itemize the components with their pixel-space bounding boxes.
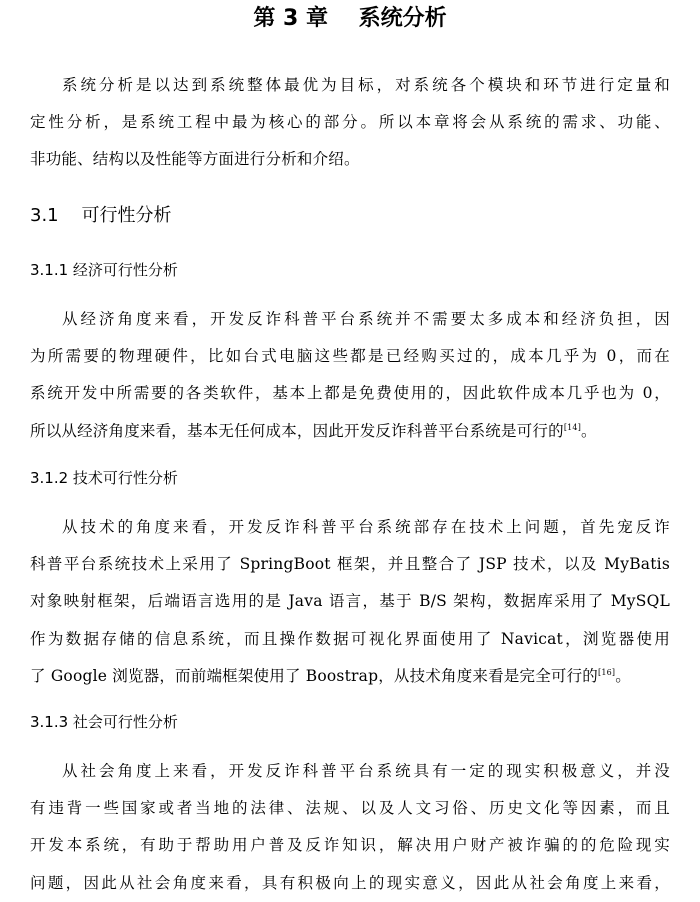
chapter-title: 第 3 章 系统分析 bbox=[253, 6, 447, 31]
paragraph-line bbox=[30, 413, 670, 450]
section-heading-3-1-1: 3.1.1 经济可行性分析 bbox=[30, 261, 178, 279]
paragraph-line bbox=[30, 658, 670, 695]
paragraph-line: 从社会角度上来看，开发反诈科普平台系统具有一定的现实积极意义，并没 bbox=[62, 762, 670, 780]
section-heading-3-1-3: 3.1.3 社会可行性分析 bbox=[30, 713, 178, 731]
paragraph-line: 有违背一些国家或者当地的法律、法规、以及人文习俗、历史文化等因素，而且 bbox=[30, 799, 670, 818]
paragraph-text: 了 Google 浏览器，而前端框架使用了 Boostrap，从技术角度来看是完全可行的 bbox=[30, 666, 598, 685]
paragraph-line: 对象映射框架，后端语言选用的是 Java 语言，基于 B/S 架构，数据库采用了 MySQL bbox=[30, 592, 670, 611]
paragraph-line: 科普平台系统技术上采用了 SpringBoot 框架，并且整合了 JSP 技术，以及 MyBatis bbox=[30, 555, 670, 574]
section-heading-3-1: 3.1 可行性分析 bbox=[30, 205, 172, 226]
paragraph-line: 从技术的角度来看，开发反诈科普平台系统部存在技术上问题，首先宠反诈 bbox=[62, 518, 670, 536]
social-feasibility-paragraph bbox=[30, 753, 670, 902]
paragraph-line: 问题，因此从社会角度来看，具有积极向上的现实意义，因此从社会角度上来看， bbox=[30, 873, 670, 892]
paragraph-line: 系统开发中所需要的各类软件，基本上都是免费使用的，因此软件成本几乎也为 0， bbox=[30, 384, 670, 403]
citation-marker: [16] bbox=[598, 667, 616, 677]
paragraph-line: 开发本系统，有助于帮助用户普及反诈知识，解决用户财产被诈骗的的危险现实 bbox=[30, 836, 670, 855]
economic-feasibility-paragraph bbox=[30, 301, 670, 450]
paragraph-line: 为所需要的物理硬件，比如台式电脑这些都是已经购买过的，成本几乎为 0，而在 bbox=[30, 347, 670, 366]
sentence-end: 。 bbox=[581, 421, 597, 440]
paragraph-text: 所以从经济角度来看，基本无任何成本，因此开发反诈科普平台系统是可行的 bbox=[30, 421, 564, 440]
intro-paragraph bbox=[30, 67, 670, 179]
paragraph-line: 作为数据存储的信息系统，而且操作数据可视化界面使用了 Navicat，浏览器使用 bbox=[30, 629, 670, 648]
paragraph-line: 从经济角度来看，开发反诈科普平台系统并不需要太多成本和经济负担，因 bbox=[62, 310, 670, 328]
paragraph-line: 定性分析，是系统工程中最为核心的部分。所以本章将会从系统的需求、功能、 bbox=[30, 113, 670, 132]
technical-feasibility-paragraph bbox=[30, 509, 670, 695]
section-heading-3-1-2: 3.1.2 技术可行性分析 bbox=[30, 469, 178, 487]
paragraph-line: 非功能、结构以及性能等方面进行分析和介绍。 bbox=[30, 150, 360, 169]
paragraph-line: 系统分析是以达到系统整体最优为目标，对系统各个模块和环节进行定量和 bbox=[62, 76, 670, 94]
sentence-end: 。 bbox=[615, 666, 631, 685]
citation-marker: [14] bbox=[563, 422, 582, 432]
